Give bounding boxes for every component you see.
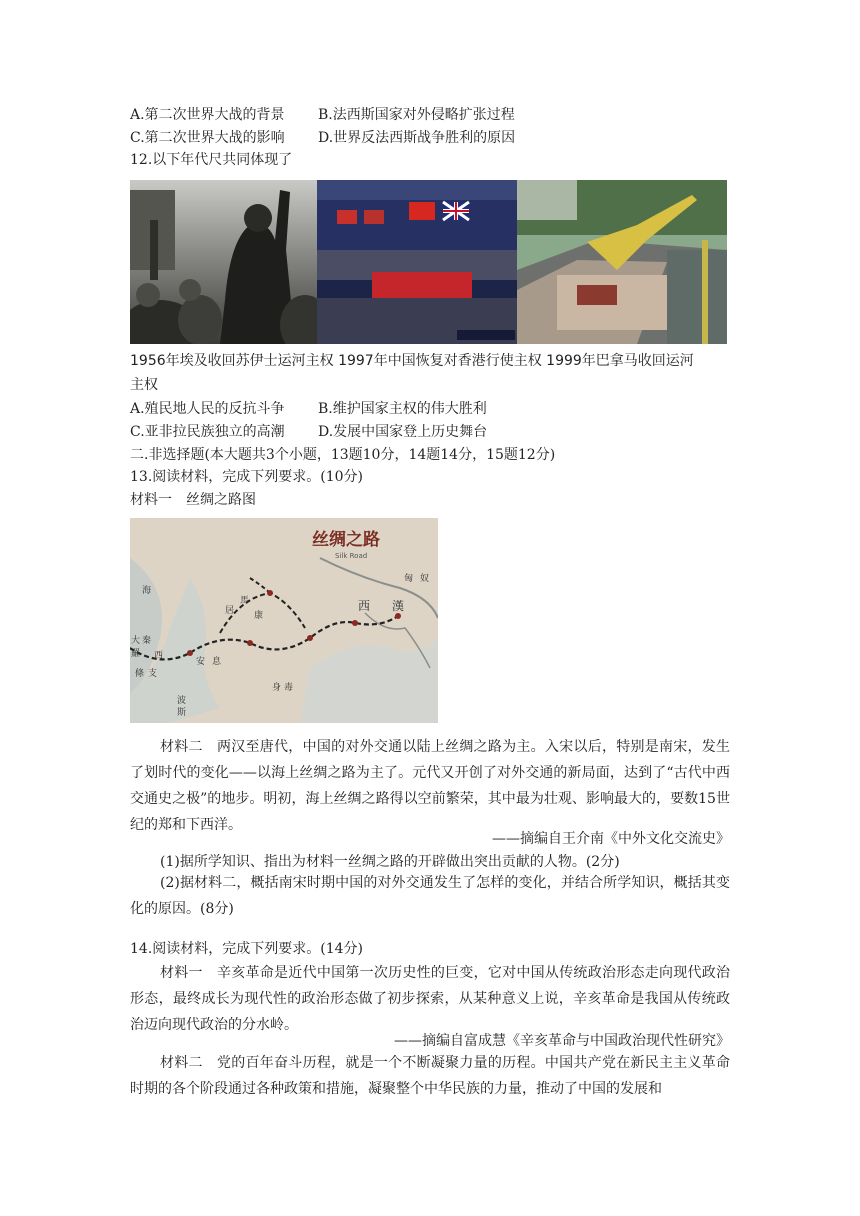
q12-option-c: C.亚非拉民族独立的高潮 bbox=[130, 424, 285, 440]
q13-material1-label: 材料一 丝绸之路图 bbox=[130, 492, 256, 508]
map-label: 漢 bbox=[392, 599, 405, 613]
q11-options-row1 bbox=[130, 104, 515, 126]
q12-options-row1 bbox=[130, 398, 487, 420]
map-label: 秦 bbox=[142, 636, 152, 646]
q13-material2-source: ——摘编自王介南《中外文化交流史》 bbox=[492, 831, 730, 847]
q12-option-b: B.维护国家主权的伟大胜利 bbox=[318, 401, 487, 417]
q13-stem: 13.阅读材料，完成下列要求。(10分) bbox=[130, 469, 364, 485]
q13-sub2: (2)据材料二，概括南宋时期中国的对外交通发生了怎样的变化，并结合所学知识，概括其变化的原因。(8分) bbox=[130, 875, 730, 917]
q12-options-row2 bbox=[130, 421, 487, 443]
panama-canal-photo bbox=[517, 180, 727, 344]
q11-option-a: A.第二次世界大战的背景 bbox=[130, 107, 285, 123]
silk-road-map-subtitle: Silk Road bbox=[335, 552, 368, 560]
section2-heading: 二.非选择题(本大题共3个小题，13题10分，14题14分，15题12分) bbox=[130, 447, 556, 463]
map-label: 羅 bbox=[131, 649, 141, 659]
map-label: 奴 bbox=[420, 574, 430, 584]
map-label: 息 bbox=[212, 657, 222, 667]
q11-options-row2 bbox=[130, 127, 515, 149]
map-label: 西 bbox=[154, 651, 164, 661]
q12-option-d: D.发展中国家登上历史舞台 bbox=[318, 424, 488, 440]
q12-stem: 12.以下年代尺共同体现了 bbox=[130, 152, 293, 168]
q14-stem: 14.阅读材料，完成下列要求。(14分) bbox=[130, 941, 364, 957]
map-label: 馬 bbox=[240, 596, 250, 606]
map-label: 條 bbox=[135, 669, 145, 679]
map-label: 斯 bbox=[177, 708, 187, 718]
map-label: 西 bbox=[358, 599, 371, 613]
q11-option-c: C.第二次世界大战的影响 bbox=[130, 130, 285, 146]
q13-sub1: (1)据所学知识、指出为材料一丝绸之路的开辟做出突出贡献的人物。(2分) bbox=[160, 854, 620, 870]
map-label: 安 bbox=[196, 657, 206, 667]
suez-photo bbox=[130, 180, 317, 344]
q12-option-a: A.殖民地人民的反抗斗争 bbox=[130, 401, 285, 417]
silk-road-map bbox=[130, 518, 438, 723]
map-label: 居 bbox=[225, 606, 235, 616]
map-label: 支 bbox=[148, 669, 158, 679]
map-label: 匈 bbox=[404, 574, 414, 584]
q14-material1-source: ——摘编自富成慧《辛亥革命与中国政治现代性研究》 bbox=[394, 1033, 730, 1049]
q14-material1: 材料一 辛亥革命是近代中国第一次历史性的巨变，它对中国从传统政治形态走向现代政治形态，最终成长为现代性的政治形态做了初步探索，从某种意义上说，辛亥革命是我国从传统政治迈向现代政治的分水岭。 bbox=[130, 965, 730, 1033]
q12-caption-line1: 1956年埃及收回苏伊士运河主权 1997年中国恢复对香港行使主权 1999年巴拿马收回运河 bbox=[130, 353, 694, 369]
q14-material2: 材料二 党的百年奋斗历程，就是一个不断凝聚力量的历程。中国共产党在新民主主义革命时期的各个阶段通过各种政策和措施，凝聚整个中华民族的力量，推动了中国的发展和 bbox=[130, 1055, 730, 1097]
map-label: 毒 bbox=[284, 683, 294, 693]
q11-option-d: D.世界反法西斯战争胜利的原因 bbox=[318, 130, 516, 146]
hongkong-handover-photo bbox=[317, 180, 517, 344]
map-label: 海 bbox=[142, 586, 152, 596]
map-label: 大 bbox=[131, 636, 141, 646]
silk-road-map-title: 丝绸之路 bbox=[312, 530, 380, 550]
map-label: 波 bbox=[177, 696, 187, 706]
map-label: 康 bbox=[254, 611, 264, 621]
q12-caption-line2: 主权 bbox=[130, 377, 158, 393]
map-label: 身 bbox=[272, 683, 282, 693]
q11-option-b: B.法西斯国家对外侵略扩张过程 bbox=[318, 107, 515, 123]
q13-material2: 材料二 两汉至唐代，中国的对外交通以陆上丝绸之路为主。入宋以后，特别是南宋，发生了划时代的变化——以海上丝绸之路为主了。元代又开创了对外交通的新局面，达到了“古代中西交通史之极”的地步。明初，海上丝绸之路得以空前繁荣，其中最为壮观、影响最大的，要数15世纪的郑和下西洋。 bbox=[130, 739, 730, 833]
